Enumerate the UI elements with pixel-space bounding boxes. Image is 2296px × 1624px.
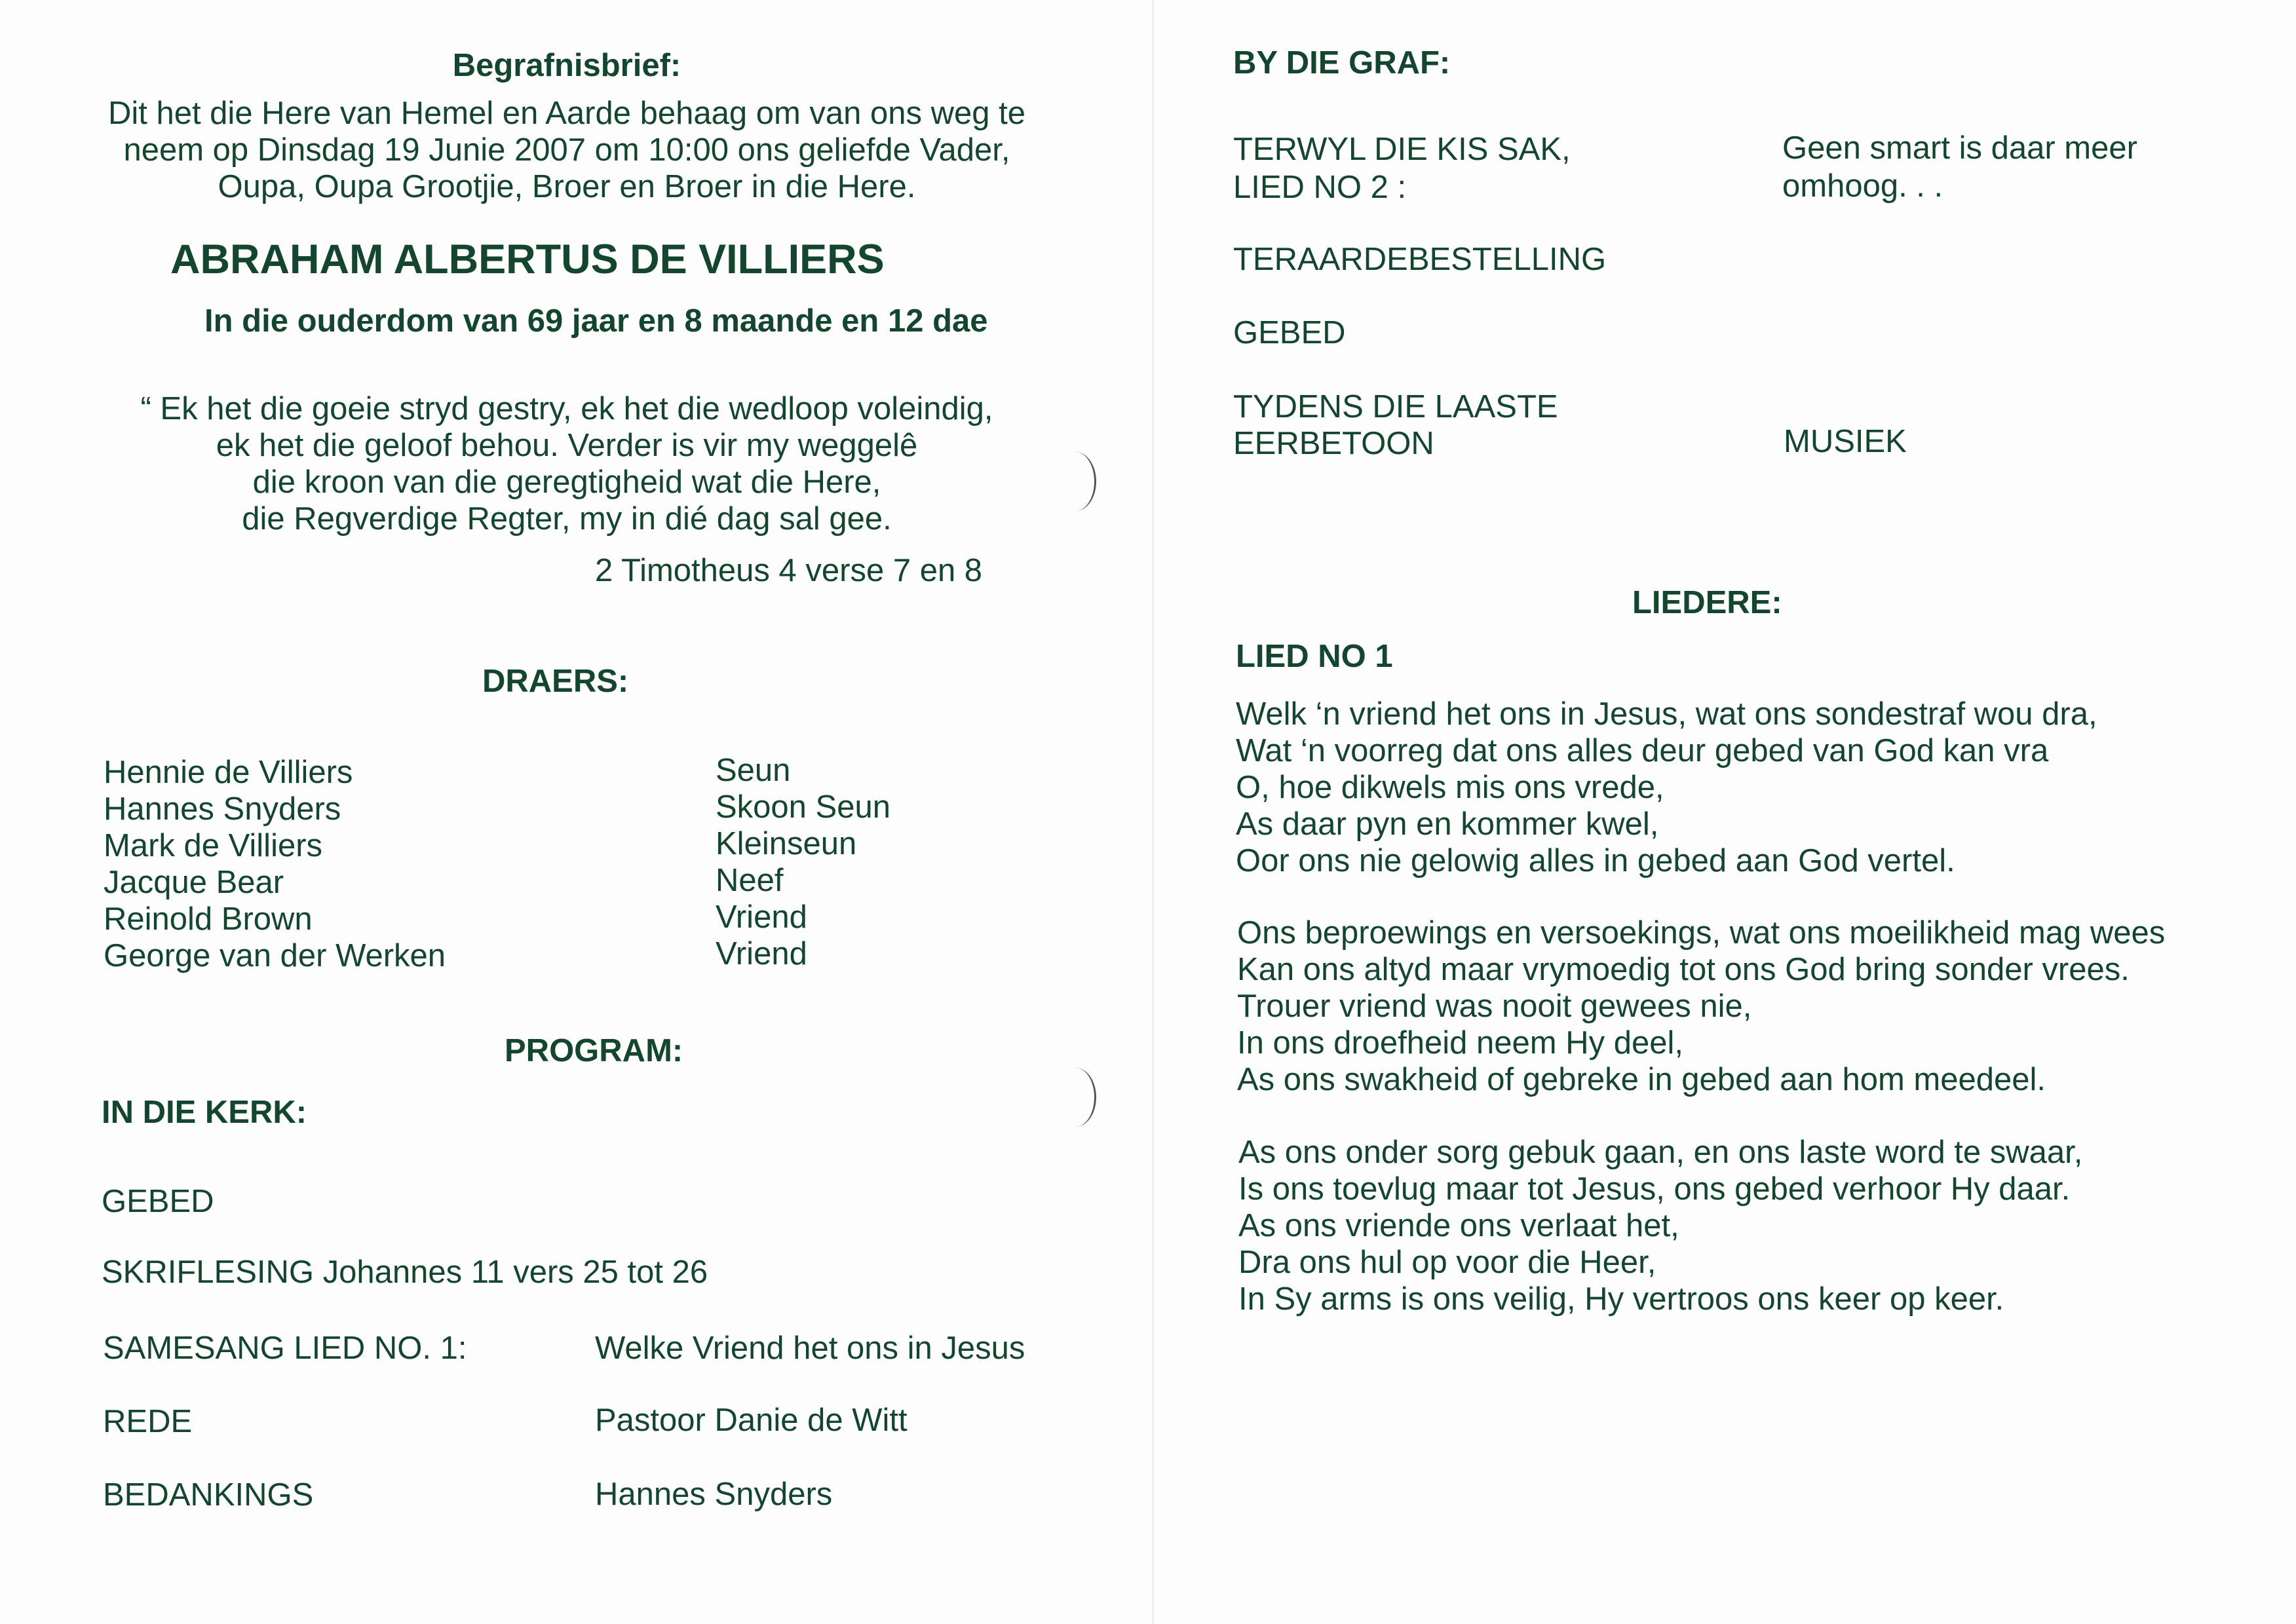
right-page: [1153, 0, 2296, 1624]
deceased-name: ABRAHAM ALBERTUS DE VILLIERS: [170, 236, 885, 282]
program-item: SKRIFLESING Johannes 11 vers 25 tot 26: [102, 1255, 708, 1290]
bearer-relation: Seun: [716, 753, 791, 788]
program-item: BEDANKINGS: [103, 1477, 314, 1513]
verse-line: die Regverdige Regter, my in dié dag sal gee.: [242, 501, 892, 537]
intro-line: neem op Dinsdag 19 Junie 2007 om 10:00 ons geliefde Vader,: [123, 132, 1010, 168]
song-line: Ons beproewings en versoekings, wat ons moeilikheid mag wees: [1237, 915, 2166, 951]
verse-line: ek het die geloof behou. Verder is vir my weggelê: [216, 428, 918, 463]
song-line: Trouer vriend was nooit gewees nie,: [1237, 989, 1752, 1024]
program-heading: PROGRAM:: [505, 1033, 683, 1068]
bearer-relation: Kleinseun: [716, 826, 857, 861]
age-line: In die ouderdom van 69 jaar en 8 maande en 12 dae: [204, 303, 988, 339]
program-detail: Welke Vriend het ons in Jesus: [595, 1331, 1025, 1366]
bearer-name: Reinold Brown: [104, 901, 313, 937]
verse-line: “ Ek het die goeie stryd gestry, ek het die wedloop voleindig,: [140, 391, 993, 426]
program-item: GEBED: [102, 1184, 214, 1219]
grave-item-detail: MUSIEK: [1784, 424, 1907, 459]
bearer-relation: Neef: [716, 863, 784, 898]
grave-item: LIED NO 2 :: [1233, 170, 1407, 205]
bearer-relation: Vriend: [716, 899, 807, 935]
bearer-name: Hennie de Villiers: [104, 755, 353, 790]
song-line: Is ons toevlug maar tot Jesus, ons gebed verhoor Hy daar.: [1238, 1171, 2071, 1207]
verse-reference: 2 Timotheus 4 verse 7 en 8: [595, 553, 983, 588]
bearer-relation: Skoon Seun: [716, 789, 890, 825]
grave-item-detail: Geen smart is daar meer: [1782, 130, 2137, 166]
song-title: LIED NO 1: [1236, 639, 1393, 674]
bearers-heading: DRAERS:: [482, 664, 629, 699]
program-detail: Pastoor Danie de Witt: [595, 1403, 908, 1438]
bearer-name: Mark de Villiers: [104, 828, 323, 863]
song-line: Wat ‘n voorreg dat ons alles deur gebed van God kan vra: [1236, 733, 2049, 768]
song-line: O, hoe dikwels mis ons vrede,: [1236, 770, 1664, 805]
program-item: SAMESANG LIED NO. 1:: [103, 1331, 467, 1366]
song-line: Dra ons hul op voor die Heer,: [1238, 1245, 1656, 1280]
program-item: REDE: [103, 1404, 193, 1439]
bearer-name: Jacque Bear: [104, 865, 284, 900]
grave-item: GEBED: [1233, 315, 1346, 350]
song-line: In ons droefheid neem Hy deel,: [1237, 1025, 1683, 1061]
grave-item: TERAARDEBESTELLING: [1233, 242, 1607, 277]
verse-line: die kroon van die geregtigheid wat die Here,: [252, 464, 881, 500]
program-detail: Hannes Snyders: [595, 1477, 833, 1512]
grave-heading: BY DIE GRAF:: [1233, 45, 1451, 81]
song-line: As daar pyn en kommer kwel,: [1236, 806, 1659, 842]
intro-line: Oupa, Oupa Grootjie, Broer en Broer in die Here.: [218, 169, 916, 204]
song-line: Oor ons nie gelowig alles in gebed aan God vertel.: [1236, 843, 1955, 878]
song-line: As ons swakheid of gebreke in gebed aan hom meedeel.: [1237, 1062, 2046, 1097]
song-line: As ons vriende ons verlaat het,: [1238, 1208, 1679, 1243]
bearer-name: Hannes Snyders: [104, 791, 341, 827]
intro-line: Dit het die Here van Hemel en Aarde behaag om van ons weg te: [107, 96, 1026, 131]
bearer-name: George van der Werken: [104, 938, 446, 973]
grave-item: TERWYL DIE KIS SAK,: [1233, 132, 1571, 167]
song-line: In Sy arms is ons veilig, Hy vertroos ons keer op keer.: [1238, 1281, 2004, 1317]
letter-heading: Begrafnisbrief:: [452, 48, 681, 83]
bearer-relation: Vriend: [716, 936, 807, 972]
grave-item: EERBETOON: [1233, 426, 1434, 461]
church-heading: IN DIE KERK:: [102, 1095, 307, 1130]
song-line: Welk ‘n vriend het ons in Jesus, wat ons sondestraf wou dra,: [1236, 696, 2097, 732]
grave-item: TYDENS DIE LAASTE: [1233, 389, 1558, 425]
song-line: As ons onder sorg gebuk gaan, en ons laste word te swaar,: [1238, 1135, 2083, 1170]
song-line: Kan ons altyd maar vrymoedig tot ons God bring sonder vrees.: [1237, 952, 2130, 987]
grave-item-detail: omhoog. . .: [1782, 168, 1943, 204]
songs-heading: LIEDERE:: [1632, 585, 1782, 620]
